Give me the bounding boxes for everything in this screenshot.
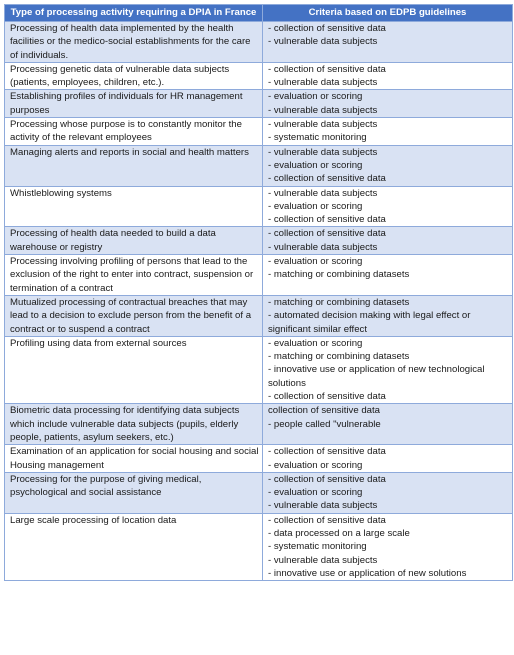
criteria-item: - matching or combining datasets — [268, 351, 410, 363]
activity-cell: Examination of an application for social housing and social Housing management — [5, 445, 263, 473]
criteria-item: - vulnerable data subjects — [268, 77, 378, 89]
criteria-cell — [263, 445, 513, 473]
criteria-item: - evaluation or scoring — [268, 200, 363, 212]
criteria-item: - evaluation or scoring — [268, 337, 363, 349]
criteria-item: - systematic monitoring — [268, 541, 367, 553]
table-row — [5, 118, 513, 146]
activity-cell: Processing genetic data of vulnerable data subjects (patients, employees, children, etc.). — [5, 62, 263, 90]
criteria-item: - vulnerable data subjects — [268, 187, 378, 199]
criteria-cell — [263, 513, 513, 580]
criteria-item: - collection of sensitive data — [268, 214, 386, 226]
criteria-cell — [263, 295, 513, 336]
criteria-item: - evaluation or scoring — [268, 256, 363, 268]
criteria-cell — [263, 255, 513, 296]
table-row — [5, 227, 513, 255]
criteria-cell — [263, 145, 513, 186]
criteria-item: collection of sensitive data — [268, 405, 380, 417]
activity-cell: Large scale processing of location data — [5, 513, 263, 580]
criteria-item: - collection of sensitive data — [268, 173, 386, 185]
table-row — [5, 62, 513, 90]
table-body — [5, 22, 513, 581]
activity-cell: Mutualized processing of contractual breaches that may lead to a decision to exclude person from the benefit of a contract or to suspend a contract — [5, 295, 263, 336]
criteria-item: - collection of sensitive data — [268, 446, 386, 458]
table-row — [5, 295, 513, 336]
criteria-item: - automated decision making with legal effect or significant similar effect — [268, 310, 471, 335]
activity-cell: Processing of health data implemented by the health facilities or the medico-social establishments for the care of individuals. — [5, 22, 263, 63]
criteria-item: - evaluation or scoring — [268, 487, 363, 499]
criteria-item: - collection of sensitive data — [268, 391, 386, 403]
table-row — [5, 336, 513, 403]
table-row — [5, 445, 513, 473]
activity-cell: Whistleblowing systems — [5, 186, 263, 227]
activity-cell: Profiling using data from external sources — [5, 336, 263, 403]
criteria-cell — [263, 22, 513, 63]
criteria-cell — [263, 90, 513, 118]
table-row — [5, 22, 513, 63]
activity-cell: Processing involving profiling of persons that lead to the exclusion of the right to enter into contract, suspension or termination of a contract — [5, 255, 263, 296]
criteria-item: - vulnerable data subjects — [268, 146, 378, 158]
table-header — [5, 5, 513, 22]
table-row — [5, 404, 513, 445]
criteria-item: - systematic monitoring — [268, 132, 367, 144]
criteria-item: - vulnerable data subjects — [268, 241, 378, 253]
criteria-item: - data processed on a large scale — [268, 527, 410, 539]
criteria-item: - evaluation or scoring — [268, 91, 363, 103]
criteria-item: - vulnerable data subjects — [268, 500, 378, 512]
criteria-item: - collection of sensitive data — [268, 514, 386, 526]
criteria-item: - vulnerable data subjects — [268, 554, 378, 566]
criteria-cell — [263, 62, 513, 90]
table-row — [5, 472, 513, 513]
dpia-criteria-table — [4, 4, 513, 581]
criteria-item: - collection of sensitive data — [268, 473, 386, 485]
table-row — [5, 255, 513, 296]
criteria-item: - collection of sensitive data — [268, 228, 386, 240]
criteria-cell — [263, 472, 513, 513]
criteria-cell — [263, 118, 513, 146]
criteria-item: - vulnerable data subjects — [268, 104, 378, 116]
criteria-cell — [263, 186, 513, 227]
table-row — [5, 186, 513, 227]
criteria-cell — [263, 227, 513, 255]
header-activity: Type of processing activity requiring a DPIA in France — [5, 5, 263, 22]
criteria-item: - collection of sensitive data — [268, 63, 386, 75]
activity-cell: Processing whose purpose is to constantly monitor the activity of the relevant employees — [5, 118, 263, 146]
criteria-item: - innovative use or application of new technological solutions — [268, 364, 485, 389]
activity-cell: Managing alerts and reports in social and health matters — [5, 145, 263, 186]
table-row — [5, 513, 513, 580]
criteria-item: - people called "vulnerable — [268, 418, 381, 430]
header-criteria: Criteria based on EDPB guidelines — [263, 5, 513, 22]
criteria-item: - vulnerable data subjects — [268, 36, 378, 48]
criteria-item: - vulnerable data subjects — [268, 119, 378, 131]
criteria-cell — [263, 404, 513, 445]
header-row — [5, 5, 513, 22]
activity-cell: Processing of health data needed to build a data warehouse or registry — [5, 227, 263, 255]
activity-cell: Establishing profiles of individuals for HR management purposes — [5, 90, 263, 118]
criteria-item: - evaluation or scoring — [268, 459, 363, 471]
table-row — [5, 145, 513, 186]
criteria-item: - evaluation or scoring — [268, 159, 363, 171]
criteria-item: - collection of sensitive data — [268, 23, 386, 34]
criteria-item: - matching or combining datasets — [268, 269, 410, 281]
activity-cell: Processing for the purpose of giving medical, psychological and social assistance — [5, 472, 263, 513]
activity-cell: Biometric data processing for identifying data subjects which include vulnerable data subjects (pupils, elderly people, patients, asylum seekers, etc.) — [5, 404, 263, 445]
criteria-item: - matching or combining datasets — [268, 296, 410, 308]
criteria-item: - innovative use or application of new solutions — [268, 567, 467, 579]
table-row — [5, 90, 513, 118]
criteria-cell — [263, 336, 513, 403]
